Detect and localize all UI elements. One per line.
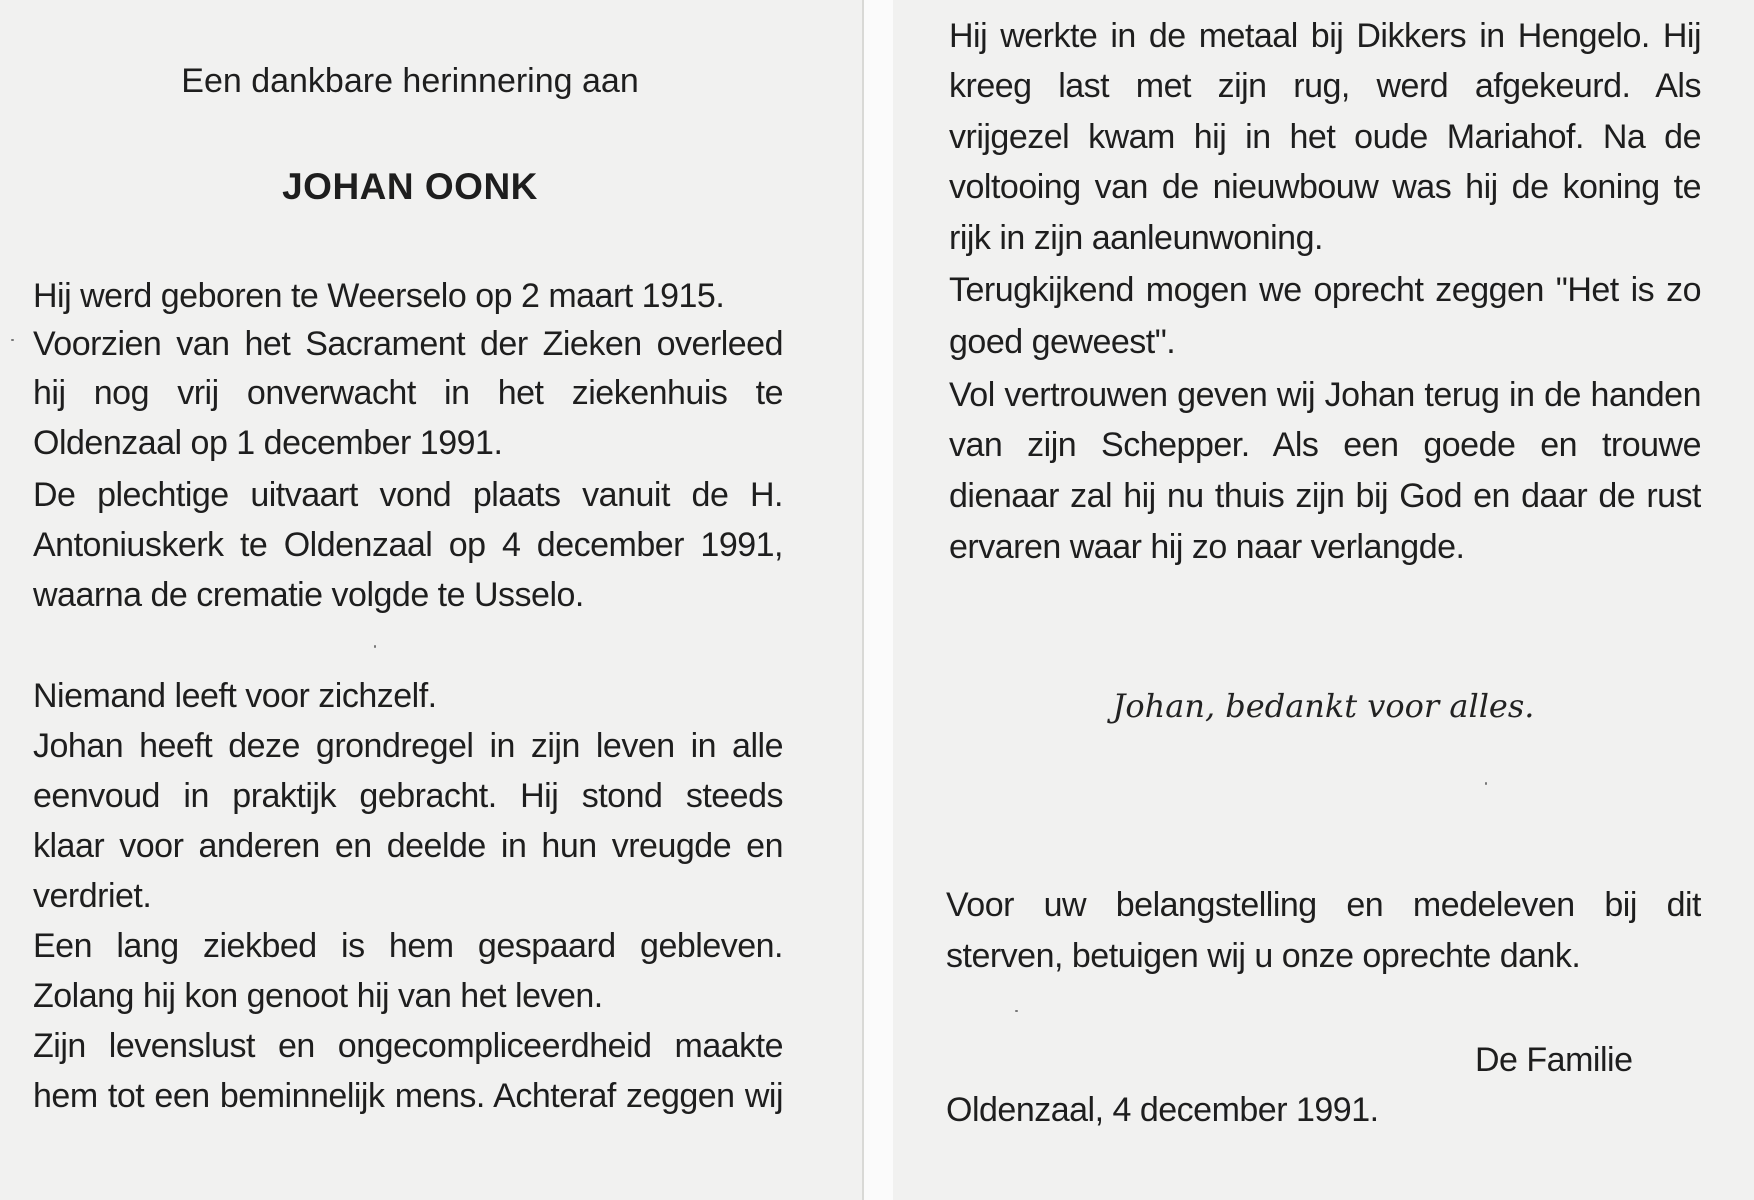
bio-line: hij nog vrij onverwacht in het ziekenhuis te — [33, 374, 783, 412]
paper-speck — [1015, 1010, 1018, 1012]
bio-line: klaar voor anderen en deelde in hun vreugde en — [33, 827, 783, 865]
bio-line: dienaar zal hij nu thuis zijn bij God en daar de rust — [949, 477, 1701, 515]
bio-line: Een lang ziekbed is hem gespaard gebleven. — [33, 927, 783, 965]
bio-line: Zolang hij kon genoot hij van het leven. — [33, 977, 603, 1015]
place-date: Oldenzaal, 4 december 1991. — [946, 1091, 1379, 1129]
bio-line: kreeg last met zijn rug, werd afgekeurd. Als — [949, 67, 1701, 105]
paper-speck — [1485, 782, 1487, 785]
bio-line: waarna de crematie volgde te Usselo. — [33, 576, 584, 614]
bio-line: voltooing van de nieuwbouw was hij de koning te — [949, 168, 1701, 206]
right-page — [893, 0, 1754, 1200]
bio-line: Oldenzaal op 1 december 1991. — [33, 424, 503, 462]
deceased-name: JOHAN OONK — [282, 166, 538, 207]
bio-line: van zijn Schepper. Als een goede en trouwe — [949, 426, 1701, 464]
bio-line: Voorzien van het Sacrament der Zieken overleed — [33, 325, 783, 363]
thanks-line: sterven, betuigen wij u onze oprechte dank. — [946, 937, 1581, 975]
bio-line: verdriet. — [33, 877, 152, 915]
left-page — [0, 0, 862, 1200]
page-edge — [862, 0, 864, 1200]
bio-line: eenvoud in praktijk gebracht. Hij stond steeds — [33, 777, 783, 815]
bio-line: ervaren waar hij zo naar verlangde. — [949, 528, 1465, 566]
card-heading: Een dankbare herinnering aan — [181, 62, 639, 100]
bio-line: Zijn levenslust en ongecompliceerdheid maakte — [33, 1027, 783, 1065]
bio-line: hem tot een beminnelijk mens. Achteraf zeggen wij — [33, 1077, 783, 1115]
bio-line: Johan heeft deze grondregel in zijn leven in alle — [33, 727, 783, 765]
paper-speck — [374, 645, 376, 648]
bio-line: De plechtige uitvaart vond plaats vanuit de H. — [33, 476, 783, 514]
bio-line: goed geweest". — [949, 323, 1176, 361]
bio-line: vrijgezel kwam hij in het oude Mariahof. Na de — [949, 118, 1701, 156]
bio-line: Hij werd geboren te Weerselo op 2 maart 1915. — [33, 277, 725, 315]
bio-line: Niemand leeft voor zichzelf. — [33, 677, 437, 715]
bio-line: Antoniuskerk te Oldenzaal op 4 december 1991, — [33, 526, 783, 564]
page-gutter — [862, 0, 893, 1200]
paper-speck — [11, 339, 14, 341]
bio-line: rijk in zijn aanleunwoning. — [949, 219, 1323, 257]
signature: De Familie — [1475, 1041, 1633, 1079]
closing-script-line: Johan, bedankt voor alles. — [1112, 687, 1535, 725]
bio-line: Hij werkte in de metaal bij Dikkers in Hengelo. Hij — [949, 17, 1701, 55]
thanks-line: Voor uw belangstelling en medeleven bij dit — [946, 886, 1701, 924]
bio-line: Vol vertrouwen geven wij Johan terug in de handen — [949, 376, 1701, 414]
bio-line: Terugkijkend mogen we oprecht zeggen "Het is zo — [949, 271, 1701, 309]
